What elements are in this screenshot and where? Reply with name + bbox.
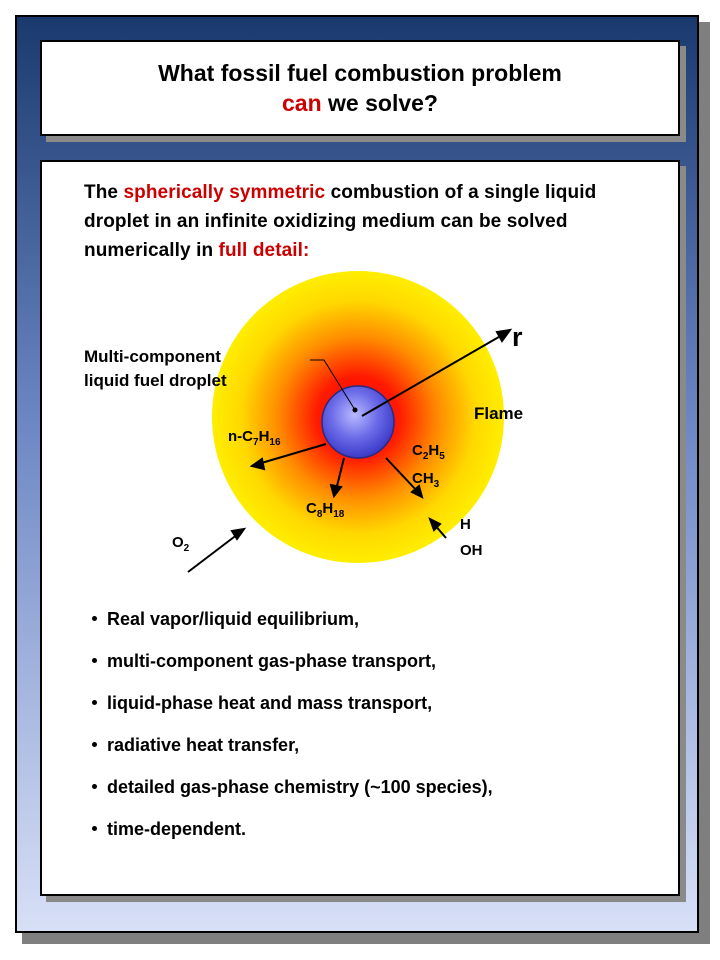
content-box xyxy=(40,160,680,896)
radius-label: r xyxy=(512,322,523,352)
list-item: liquid-phase heat and mass transport, xyxy=(92,692,493,734)
bullet-dot-icon xyxy=(92,784,97,789)
list-item: Real vapor/liquid equilibrium, xyxy=(92,608,493,650)
intro-highlight-1: spherically symmetric xyxy=(123,182,326,203)
bullet-dot-icon xyxy=(92,658,97,663)
flame-label: Flame xyxy=(474,404,524,423)
bullet-dot-icon xyxy=(92,616,97,621)
species-hydroxyl: OH xyxy=(460,542,483,559)
list-item: radiative heat transfer, xyxy=(92,734,493,776)
list-item: multi-component gas-phase transport, xyxy=(92,650,493,692)
list-item: time-dependent. xyxy=(92,818,493,860)
oxygen-arrow xyxy=(188,534,238,572)
droplet-label-line-2: liquid fuel droplet xyxy=(84,371,227,390)
fuel-droplet xyxy=(322,386,394,458)
title-line-2 xyxy=(42,88,678,118)
species-heptane: $n-C_7H_{16}$ xyxy=(228,428,281,448)
species-hydrogen: H xyxy=(460,516,471,533)
title-line-1: What fossil fuel combustion problem xyxy=(158,60,562,86)
title-box xyxy=(40,40,680,136)
species-ethyl: $C_2H_5$ xyxy=(412,442,445,462)
droplet-label-line-1: Multi-component xyxy=(84,347,221,366)
feature-list xyxy=(92,608,493,860)
droplet-label xyxy=(84,345,227,393)
bullet-dot-icon xyxy=(92,742,97,747)
intro-text-2: combustion of a single liquid droplet in an infinite oxidizing medium can be solved numerically in xyxy=(84,182,597,261)
intro-text-1: The xyxy=(84,182,124,203)
title-rest: we solve? xyxy=(321,90,438,116)
species-oxygen: $O_2$ xyxy=(172,534,190,554)
intro-highlight-2: full detail: xyxy=(218,240,310,261)
bullet-dot-icon xyxy=(92,700,97,705)
radius-arrowhead xyxy=(497,330,510,341)
bullet-dot-icon xyxy=(92,826,97,831)
list-item: detailed gas-phase chemistry (~100 species), xyxy=(92,776,493,818)
species-methyl: $CH_3$ xyxy=(412,470,440,490)
title-highlight: can xyxy=(282,90,322,116)
slide-title xyxy=(42,58,678,118)
species-octane: $C_8H_{18}$ xyxy=(306,500,345,520)
